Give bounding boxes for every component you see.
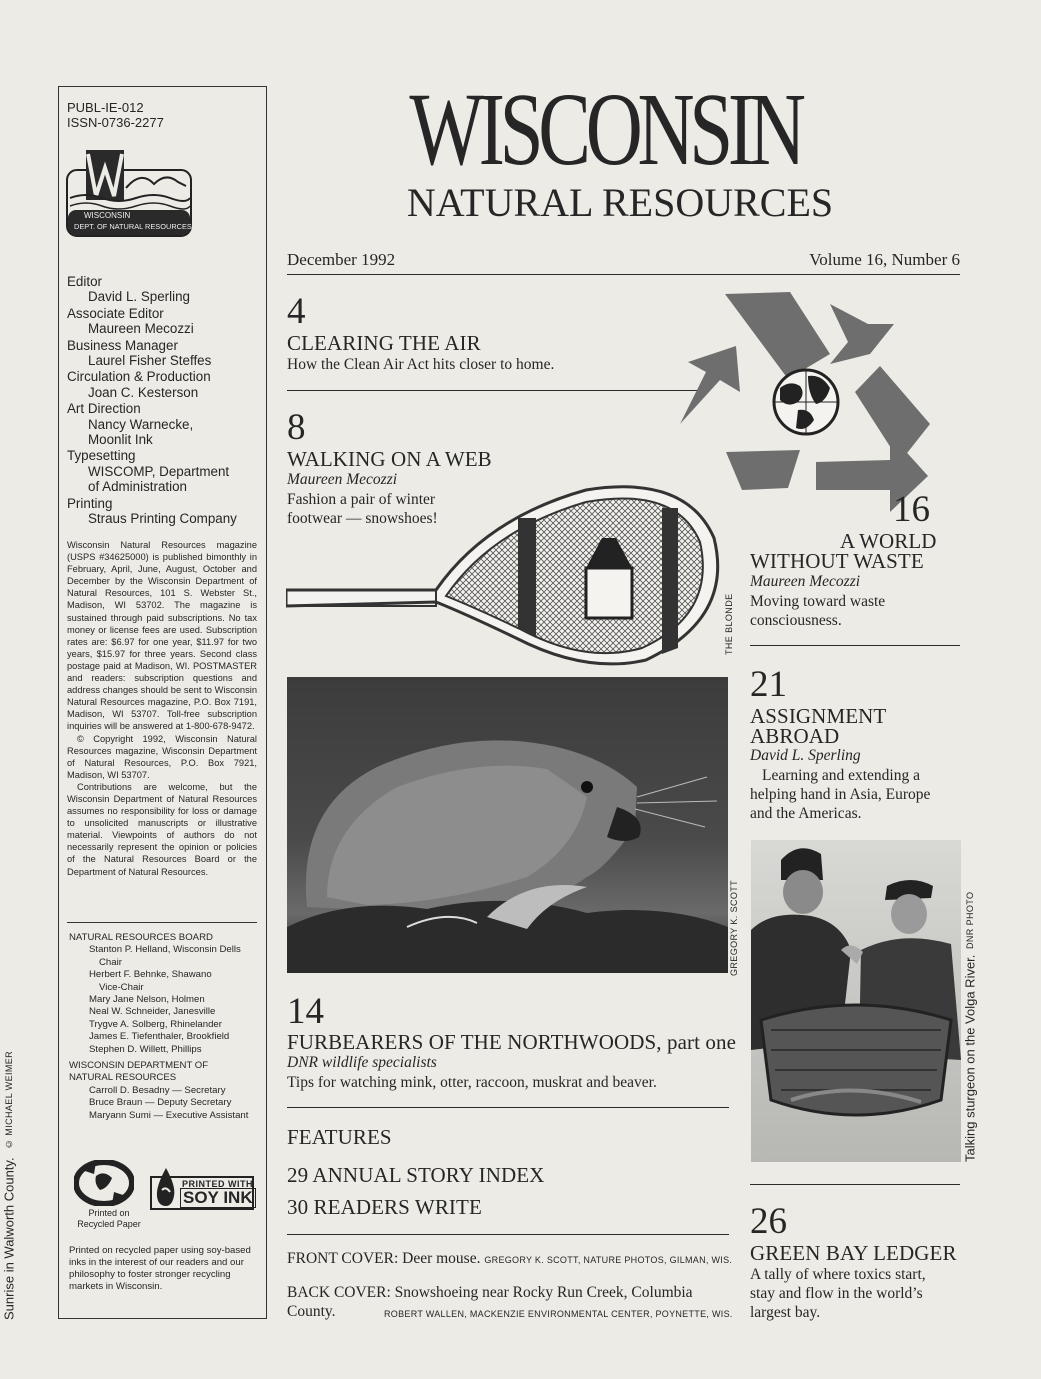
article-page-number: 16 <box>893 489 930 530</box>
article-page-number: 14 <box>287 991 324 1032</box>
board-member: Herbert F. Behnke, Shawano <box>89 969 212 981</box>
article-description: A tally of where toxics start, <box>750 1266 926 1283</box>
staff-role: Printing <box>67 495 113 511</box>
front-cover-text: Deer mouse. <box>402 1250 481 1267</box>
staff-name: Maureen Mecozzi <box>88 321 194 337</box>
board-member: Stephen D. Willett, Phillips <box>89 1043 202 1055</box>
board-heading: NATURAL RESOURCES BOARD <box>69 932 213 943</box>
board-title: Vice-Chair <box>99 981 144 993</box>
staff-role: Circulation & Production <box>67 369 211 385</box>
article-title: ABROAD <box>750 724 840 748</box>
staff-role: Business Manager <box>67 337 178 353</box>
article-description: Fashion a pair of winter <box>287 491 436 508</box>
divider <box>750 645 960 646</box>
muskrat-credit: GREGORY K. SCOTT <box>729 879 739 976</box>
board-member: Stanton P. Helland, Wisconsin Dells <box>89 944 241 956</box>
dept-member: Bruce Braun — Deputy Secretary <box>89 1097 232 1109</box>
staff-name: Nancy Warnecke, <box>88 416 194 432</box>
article-page-number: 8 <box>287 407 306 448</box>
article-page-number: 26 <box>750 1201 787 1242</box>
article-title: WITHOUT WASTE <box>750 549 924 573</box>
staff-name: David L. Sperling <box>88 289 190 305</box>
masthead-title: WISCONSIN <box>409 72 801 187</box>
article-description: footwear — snowshoes! <box>287 510 438 527</box>
article-description: stay and flow in the world’s <box>750 1285 923 1302</box>
board-list <box>69 932 259 1122</box>
snowshoe-credit: THE BLONDE <box>724 593 734 655</box>
article-description: Learning and extending a <box>762 767 920 784</box>
statement-paragraph: © Copyright 1992, Wisconsin Natural Resources magazine, Wisconsin Department of Natural Resources, P.O. Box 7921, Madison, WI 53707. <box>67 733 257 780</box>
staff-group <box>67 338 262 369</box>
recycle-arrows-icon <box>680 284 935 514</box>
masthead-rule <box>287 274 960 275</box>
soy-line-1: PRINTED WITH <box>182 1179 253 1189</box>
publication-statement <box>67 539 257 878</box>
divider <box>750 1184 960 1185</box>
staff-group <box>67 369 262 400</box>
back-cover-line <box>287 1284 693 1302</box>
volga-credit: DNR PHOTO <box>965 891 975 949</box>
board-title: Chair <box>99 956 122 968</box>
staff-group <box>67 496 262 527</box>
staff-role: Editor <box>67 274 102 289</box>
dept-heading: NATURAL RESOURCES <box>69 1072 177 1084</box>
recycling-graphic <box>680 284 935 514</box>
article-description: Moving toward waste <box>750 593 886 610</box>
staff-role: Typesetting <box>67 448 136 464</box>
issn: ISSN-0736-2277 <box>67 115 164 130</box>
recycled-caption-line: Recycled Paper <box>77 1219 141 1229</box>
article-page-number: 21 <box>750 664 787 705</box>
article-title: WALKING ON A WEB <box>287 447 492 471</box>
article-description: helping hand in Asia, Europe <box>750 786 931 803</box>
masthead-subtitle: NATURAL RESOURCES <box>406 180 834 225</box>
feature-item[interactable]: 29 ANNUAL STORY INDEX <box>287 1163 545 1187</box>
board-member: Trygve A. Solberg, Rhinelander <box>89 1018 222 1030</box>
dept-member: Maryann Sumi — Executive Assistant <box>89 1109 249 1121</box>
staff-list <box>67 274 262 528</box>
staff-role: Art Direction <box>67 401 141 417</box>
side-caption: Sunrise in Walworth County. <box>1 1157 17 1320</box>
snowshoe-photo <box>286 478 726 666</box>
back-cover-text: County. <box>287 1303 336 1320</box>
soy-ink-logo <box>148 1166 258 1212</box>
article-description: largest bay. <box>750 1304 821 1321</box>
recycled-paper-logo <box>74 1160 134 1206</box>
article-description: consciousness. <box>750 612 842 629</box>
staff-name: WISCOMP, Department <box>88 463 230 479</box>
divider <box>287 390 707 391</box>
side-photo-credit <box>0 1040 18 1320</box>
front-cover-label: FRONT COVER: <box>287 1250 399 1267</box>
article-title: CLEARING THE AIR <box>287 331 481 355</box>
logo-text-2: DEPT. OF NATURAL RESOURCES <box>74 222 192 231</box>
recycled-caption-line: Printed on <box>88 1208 130 1218</box>
issue-date: December 1992 <box>287 250 396 269</box>
statement-paragraph: Contributions are welcome, but the Wisconsin Department of Natural Resources assumes no responsibility for loss or damage to unsolicited manuscripts or illustrative material. Viewpoints of authors do not necessarily represent the opinion or policies of the Natural Resources Board or the Department of Natural Resources. <box>67 781 257 877</box>
recycle-icon <box>74 1160 134 1206</box>
back-cover-text: Snowshoeing near Rocky Run Creek, Columbia <box>394 1284 693 1301</box>
staff-group <box>67 401 262 447</box>
staff-name: Joan C. Kesterson <box>88 384 199 400</box>
back-cover-label: BACK COVER: <box>287 1284 391 1301</box>
front-cover-line <box>287 1250 732 1268</box>
article-description: Tips for watching mink, otter, raccoon, muskrat and beaver. <box>287 1074 657 1091</box>
recycled-caption <box>74 1208 144 1230</box>
side-credit: © MICHAEL WEIMER <box>4 1051 14 1150</box>
board-member: Neal W. Schneider, Janesville <box>89 1006 216 1018</box>
back-cover-credit: ROBERT WALLEN, MACKENZIE ENVIRONMENTAL CENTER, POYNETTE, WIS. <box>384 1309 733 1319</box>
article-description: and the Americas. <box>750 805 862 822</box>
features-heading: FEATURES <box>287 1125 392 1149</box>
article-title: FURBEARERS OF THE NORTHWOODS, part one <box>287 1030 736 1054</box>
board-member: James E. Tiefenthaler, Brookfield <box>89 1031 230 1043</box>
divider <box>287 1107 729 1108</box>
board-member: Mary Jane Nelson, Holmen <box>89 994 205 1006</box>
divider <box>287 1234 729 1235</box>
volga-people-icon <box>751 840 961 1162</box>
volga-caption <box>961 891 979 1162</box>
staff-group <box>67 274 262 305</box>
staff-group <box>67 448 262 494</box>
statement-paragraph: Wisconsin Natural Resources magazine (USPS #34625000) is published bimonthly in February, April, June, August, October and December by the Wisconsin Department of Natural Resources, 101 S. Webster St., Madison, WI 53702. The magazine is sustained through paid subscriptions. No tax money or license fees are used. Subscription rates are: $6.97 for one year, $11.97 for two years, $15.97 for three years. Second class postage paid at Madison, WI. POSTMASTER and readers: subscription questions and address changes should be sent to Wisconsin Natural Resources magazine, P.O. Box 7191, Madison, WI 53707. Toll-free subscription inquiries will be answered at 1-800-678-9472. <box>67 540 257 732</box>
logo-text-1: WISCONSIN <box>84 211 131 220</box>
article-title: ASSIGNMENT <box>750 704 887 728</box>
issue-volume: Volume 16, Number 6 <box>809 250 960 269</box>
muskrat-photo <box>287 677 728 973</box>
article-description: How the Clean Air Act hits closer to home. <box>287 356 555 373</box>
staff-name: Moonlit Ink <box>88 432 153 448</box>
article-author: Maureen Mecozzi <box>750 573 861 590</box>
pub-number: PUBL-IE-012 <box>67 100 144 115</box>
divider <box>67 922 257 923</box>
staff-name: of Administration <box>88 479 187 495</box>
article-author: DNR wildlife specialists <box>287 1054 437 1071</box>
volga-caption-text: Talking sturgeon on the Volga River. <box>962 954 978 1162</box>
staff-group <box>67 306 262 337</box>
dept-heading: WISCONSIN DEPARTMENT OF <box>69 1060 209 1072</box>
dept-member: Carroll D. Besadny — Secretary <box>89 1084 226 1096</box>
staff-name: Laurel Fisher Steffes <box>88 353 212 369</box>
feature-item[interactable]: 30 READERS WRITE <box>287 1195 482 1219</box>
staff-role: Associate Editor <box>67 305 164 321</box>
staff-name: Straus Printing Company <box>88 511 237 527</box>
article-title: A WORLD <box>840 529 937 553</box>
article-page-number: 4 <box>287 291 306 332</box>
soy-drop-icon <box>152 1166 180 1210</box>
publication-ids <box>67 100 164 130</box>
muskrat-icon <box>287 677 728 973</box>
soy-line-2: SOY INK <box>180 1188 256 1208</box>
back-cover-line-2 <box>287 1303 336 1321</box>
dnr-logo <box>66 148 192 238</box>
front-cover-credit: GREGORY K. SCOTT, NATURE PHOTOS, GILMAN, WIS. <box>484 1255 733 1265</box>
article-author: Maureen Mecozzi <box>287 471 398 488</box>
article-title: GREEN BAY LEDGER <box>750 1241 957 1265</box>
snowshoe-icon <box>286 478 726 666</box>
soy-note: Printed on recycled paper using soy-based inks in the interest of our readers and our philosophy to foster stronger recycling markets in Wisconsin. <box>69 1245 251 1292</box>
volga-photo <box>751 840 961 1162</box>
article-author: David L. Sperling <box>750 747 861 764</box>
